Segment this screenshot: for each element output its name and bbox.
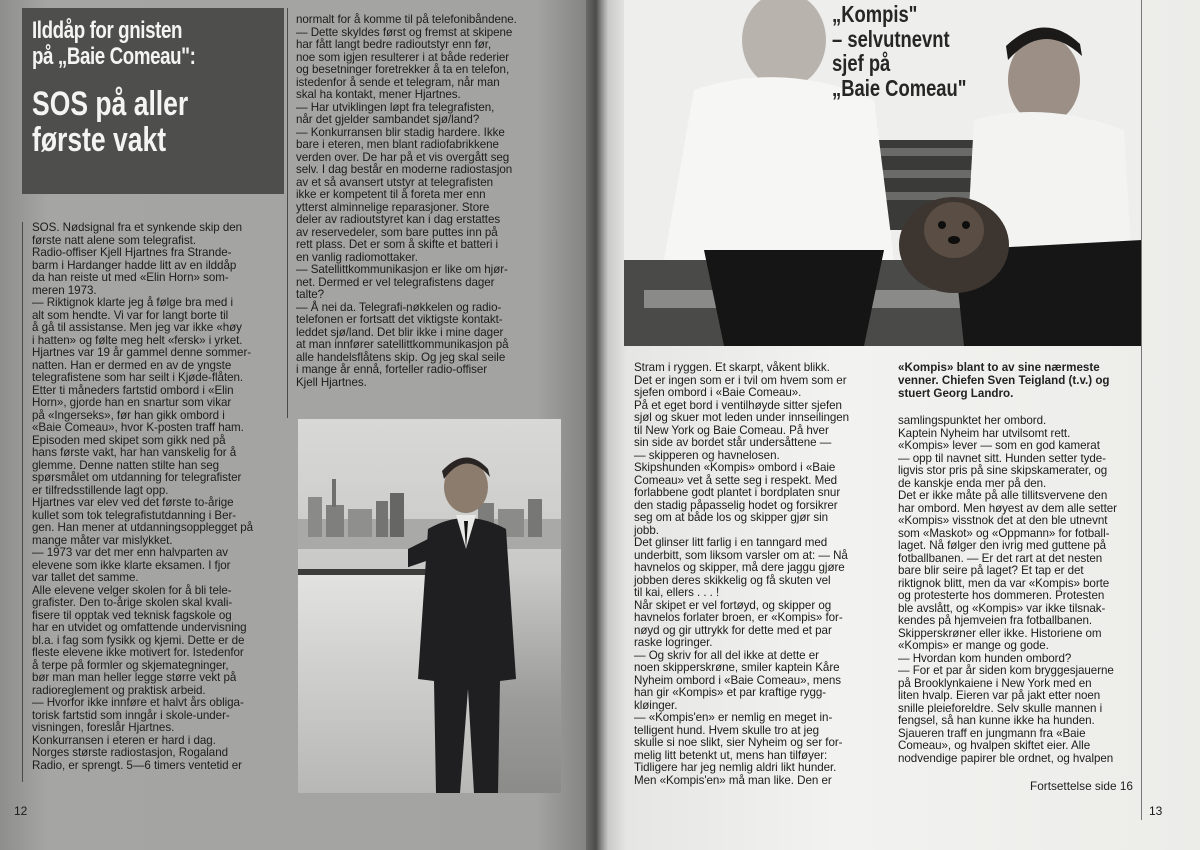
radio-officer-photo: [298, 419, 561, 793]
article-headline: SOS på aller første vakt: [32, 85, 189, 159]
left-article-column-1: SOS. Nødsignal fra et synkende skip den første natt alene som telegrafist. Radio-offiser Kjell Hjartnes fra Strande- barm i Hardanger hadde litt av en ilddåp da han reiste ut med «Elin Horn» som- meren 1973. — Riktignok klarte jeg å følge bra med i alt som hendte. Vi var for langt borte til å gå til assistanse. Men jeg var ikke «høy i hatten» og følte meg helt «fersk» i yrket. Hjartnes var 19 år gammel denne sommer- natten. Han er dermed en av de yngste telegrafistene som har seilt i Kjøde-flåten. Etter ti måneders fartstid ombord i «Elin Horn», gjorde han en snartur som vikar på «Ingerseks», før han gikk ombord i «Baie Comeau», hvor K-posten traff ham. Episoden med skipet som gikk ned på hans første vakt, har han vanskelig for å glemme. Denne natten stilte han seg spørsmålet om utdanning for telegrafister er tilfredsstillende lagt opp. Hjartnes var elev ved det første to-årige kullet som tok telegrafistutdanning i Ber- gen. Han mener at utdanningsopplegget på mange måter var mislykket. — 1973 var det mer enn halvparten av elevene som ikke klarte eksamen. I fjor var tallet det samme. Alle elevene velger skolen for å bli tele- grafister. Den to-årige skolen skal kvali- fisere til opptak ved teknisk fagskole og har en utvidet og omfattende undervisning bl.a. i fag som fysikk og kjemi. Dette er de fleste elevene ikke motivert for. Istedenfor å terpe på formler og skjemategninger, bør man man heller legge større vekt på radioreglement og praktisk arbeid. — Hvorfor ikke innføre et halvt års obliga- torisk fartstid som inngår i skole-under- visningen, foreslår Hjartnes. Konkurransen i eteren er hard i dag. Norges største radiostasjon, Rogaland Radio, er sprengt. 5—6 timers ventetid er: [32, 221, 254, 772]
headline-box: [22, 8, 284, 194]
officer-figure-illustration: [408, 449, 528, 793]
article-kicker: Ilddåp for gnisten på „Baie Comeau":: [32, 17, 196, 70]
photo-caption: «Kompis» blant to av sine nærmeste venner. Chiefen Sven Teigland (t.v.) og stuert Georg Landro.: [898, 361, 1110, 400]
magazine-spine: [586, 0, 608, 850]
column-rule: [22, 222, 23, 782]
page-number: 13: [1149, 804, 1163, 818]
photo-title: „Kompis" – selvutnevnt sjef på „Baie Comeau": [832, 1, 967, 101]
page-number: 12: [14, 804, 28, 818]
left-article-column-2: normalt for å komme til på telefonibåndene. — Dette skyldes først og fremst at skipene har fått langt bedre radioutstyr enn før, noe som igjen resulterer i at både rederier og besetninger foretrekker å ta en telefon, istedenfor å sende et telegram, når man skal ha kontakt, mener Hjartnes. — Har utviklingen løpt fra telegrafisten, når det gjelder sambandet sjø/land? — Konkurransen blir stadig hardere. Ikke bare i eteren, men blant radiofabrikkene verden over. De har på et vis overgått seg selv. I dag består en moderne radiostasjon av et så avansert utstyr at telegrafisten ikke er kompetent til å foreta mer enn ytterst alminnelige reparasjoner. Store deler av radioutstyret kan i dag erstattes av reservedeler, som bare puttes inn på rett plass. Det er som å skifte et batteri i en vanlig radiomottaker. — Satellittkommunikasjon er like om hjør- net. Dermed er vel telegrafistens dager talte? — Å nei da. Telegrafi-nøkkelen og radio- telefonen er fortsatt det viktigste kontakt- leddet sjø/land. Det blir ikke i mine dager at man innfører satellittkommunikasjon på alle handelsflåtens skip. Og jeg skal seile i mange år ennå, forteller radio-offiser Kjell Hjartnes.: [296, 13, 517, 389]
column-rule: [1141, 0, 1142, 820]
right-article-column-1: Stram i ryggen. Et skarpt, våkent blikk. Det er ingen som er i tvil om hvem som er sjefen ombord i «Baie Comeau». På et eget bord i ventilhøyde sitter sjefen sjøl og skuer mot leden under innseilingen til New York og Baie Comeau. På hver sin side av bordet står undersåttene — — skipperen og havnelosen. Skipshunden «Kompis» ombord i «Baie Comeau» vet å sette seg i respekt. Med forlabbene godt plantet i bordplaten snur den stadig påpasselig hodet og forsikrer seg om at både los og skipper gjør sin jobb. Det glinser litt farlig i en tanngard med underbitt, som liksom varsler om at: — Nå havnelos og skipper, må dere jaggu gjøre jobben deres skikkelig og få skuten vel til kai, ellers . . . ! Når skipet er vel fortøyd, og skipper og havnelos forlater broen, er «Kompis» for- nøyd og gir uttrykk for dette med et par raske logringer. — Og skriv for all del ikke at dette er noen skipperskrøne, smiler kaptein Kåre Nyheim ombord i «Baie Comeau», mens han gir «Kompis» et par kraftige rygg- kløinger. — «Kompis'en» er nemlig en meget in- telligent hund. Hvem skulle tro at jeg skulle si noe slikt, sier Nyheim og ser for- melig litt betenkt ut, mens han tilføyer: Tidligere har jeg nemlig aldri likt hunder. Men «Kompis'en» må man like. Den er: [634, 361, 850, 787]
right-article-column-2: samlingspunktet her ombord. Kaptein Nyheim har utvilsomt rett. «Kompis» lever — som en god kamerat — opp til navnet sitt. Hunden setter tyde- ligvis stor pris på sine skipskamerater, og de kanskje enda mer på den. Det er ikke måte på alle tillitsvervene den har ombord. Men høyest av dem alle setter «Kompis» visstnok det at den ble utnevnt som «Maskot» og «Oppmann» for fotball- laget. Nå følger den ivrig med guttene på fotballbanen. — Er det rart at det nesten bare blir seire på laget? Et tap er det riktignok blitt, men da var «Kompis» borte og protesterte hos dommeren. Protesten ble avslått, og «Kompis» var ikke tilsnak- kendes på hjemveien fra fotballbanen. Skipperskrøner eller ikke. Historiene om «Kompis» er mange og gode. — Hvordan kom hunden ombord? — For et par år siden kom bryggesjauerne på Brooklynkaiene i New York med en liten hvalp. Eieren var på jakt etter noen snille pleieforeldre. Selv skulle mannen i fengsel, så han kunne ikke ha hunden. Sjaueren traff en jungmann fra «Baie Comeau», og hvalpen skiftet eier. Alle nodvendige papirer ble ordnet, og hvalpen: [898, 414, 1117, 765]
continued-on-page: Fortsettelse side 16: [1030, 779, 1133, 793]
column-rule: [287, 8, 288, 418]
